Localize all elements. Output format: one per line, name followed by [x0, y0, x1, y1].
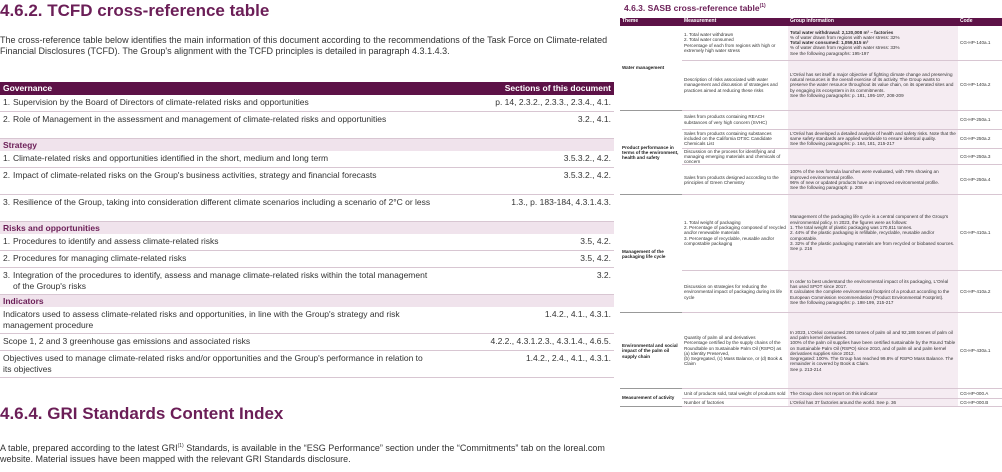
- sasb-theme: Management of the packaging life cycle: [620, 195, 682, 313]
- sasb-group-information: [788, 195, 958, 271]
- sasb-theme: Environmental and social impact of the palm oil supply chain: [620, 313, 682, 389]
- tcfd-row-description: [0, 251, 476, 268]
- sasb-table-header: [620, 18, 1002, 26]
- sasb-code: CG-HP-140a.2: [958, 60, 1002, 110]
- sasb-info-line: See the following paragraphs: p. 181, 195-197, 208-209: [790, 92, 904, 98]
- sasb-footnote-marker: (1): [759, 3, 766, 10]
- sasb-measurement-line: 2. Percentage of packaging composed of recycled and/or renewable materials: [684, 224, 786, 236]
- sasb-measurement-line: Unit of products sold, total weight of products sold: [684, 391, 786, 397]
- sasb-theme: Measurement of activity: [620, 389, 682, 407]
- sasb-group-information: [788, 110, 958, 129]
- tcfd-row-number: 1.: [3, 97, 11, 107]
- sasb-info-line: 1. The total weight of plastic packaging was 170,811 tonnes.: [790, 224, 913, 230]
- sasb-info-line: It calculates the complete environmental footprint of a product according to the European Commission recommendation (Product Environmental Footprint).: [790, 289, 950, 300]
- tcfd-row-reference: 1.4.2., 4.1., 4.3.1.: [476, 307, 614, 334]
- sasb-measurement-line: Percentage certified by the supply chains of the Roundtable on Sustainable Palm Oil (RSPO) as (a) Identity Preserved,: [684, 340, 782, 356]
- sasb-group-information: [788, 26, 958, 60]
- tcfd-row-reference: 1.4.2., 2.4., 4.1., 4.3.1.: [476, 351, 614, 378]
- sasb-theme: Water management: [620, 26, 682, 110]
- sasb-title-text: 4.6.3. SASB cross-reference table: [624, 3, 760, 13]
- tcfd-table: [0, 82, 614, 378]
- tcfd-table-row: [0, 95, 614, 112]
- sasb-info-line: % of water drawn from regions with water stress: 32%: [790, 34, 900, 40]
- gri-intro-part2: Standards, is available in the “ESG Performance” section under the “Commitments” tab on the loreal.com website. Material issues have been mapped with the relevant GRI Standards disclosure.: [0, 443, 605, 464]
- tcfd-row-text: Impact of climate-related risks on the Group's business activities, strategy and financial forecasts: [13, 170, 377, 180]
- tcfd-row-text: Supervision by the Board of Directors of climate-related risks and opportunities: [13, 97, 309, 107]
- sasb-code: CG-HP-250a.3: [958, 148, 1002, 165]
- tcfd-row-text: Resilience of the Group, taking into consideration different climate scenarios including a scenario of 2°C or less: [13, 197, 431, 207]
- sasb-info-line: See the following paragraph: p. 208: [790, 185, 863, 191]
- gri-intro: [0, 441, 614, 465]
- sasb-measurement: [682, 271, 788, 313]
- tcfd-row-description: [0, 234, 476, 251]
- sasb-measurement-line: Quantity of palm oil and derivatives: [684, 335, 756, 340]
- tcfd-section-title: 4.6.2. TCFD cross-reference table: [0, 1, 270, 20]
- tcfd-row-description: [0, 334, 476, 351]
- tcfd-row-reference: 3.5, 4.2.: [476, 251, 614, 268]
- tcfd-row-reference: 1.3., p. 183-184, 4.3.1.4.3.: [476, 195, 614, 222]
- sasb-code: CG-HP-140a.1: [958, 26, 1002, 60]
- sasb-info-line: L'Oréal has developed a detailed analysis of health and safety risks. Note that the same safety standards are applied worldwide to ensure identical quality.: [790, 130, 956, 141]
- tcfd-table-row: [0, 195, 614, 222]
- tcfd-group-row: [0, 295, 614, 308]
- tcfd-row-description: [0, 151, 476, 168]
- sasb-info-line: 96% of new or updated products have an improved environmental profile.: [790, 179, 940, 185]
- sasb-header-group-information: Group information: [788, 18, 958, 26]
- sasb-info-line: See the following paragraphs: p. 198-199, 215-217: [790, 299, 894, 305]
- sasb-info-line: See the following paragraphs: p. 164, 181, 215-217: [790, 141, 895, 147]
- tcfd-row-reference: 4.2.2., 4.3.1.2.3., 4.3.1.4., 4.6.5.: [476, 334, 614, 351]
- tcfd-table-row: [0, 351, 614, 378]
- sasb-group-information: [788, 271, 958, 313]
- tcfd-row-reference: 3.5, 4.2.: [476, 234, 614, 251]
- sasb-info-line: See p. 213-214: [790, 366, 822, 372]
- sasb-info-line: % of water drawn from regions with water stress: 33%: [790, 45, 900, 51]
- tcfd-row-description: [0, 307, 476, 334]
- tcfd-row-text: Role of Management in the assessment and management of climate-related risks and opportunities: [13, 114, 387, 124]
- sasb-measurement: [682, 389, 788, 399]
- sasb-info-line: 100% of the palm oil supplies have been certified sustainable by the Round Table on Sustainable Palm Oil (RSPO) since 2010, and of palm oil and palm kernel derivatives supplies since 2012.: [790, 340, 956, 356]
- sasb-info-line: Management of the packaging life cycle is a central component of the Group's environmental policy. In 2023, the figures were as follows:: [790, 214, 949, 225]
- tcfd-row-description: [0, 351, 476, 378]
- tcfd-row-number: 2.: [3, 170, 11, 180]
- sasb-measurement: [682, 195, 788, 271]
- tcfd-row-description: [0, 95, 476, 112]
- right-column: [620, 0, 1002, 472]
- sasb-group-information: [788, 148, 958, 165]
- sasb-info-line: Total water withdrawal: 2,120,008 m³ – factories: [790, 29, 894, 35]
- sasb-measurement: [682, 399, 788, 407]
- sasb-table: [620, 18, 1002, 407]
- tcfd-row-text: Integration of the procedures to identify, assess and manage climate-related risks within the total management of the Group's risks: [13, 270, 428, 291]
- sasb-info-line: Total water consumed: 1,059,515 m³: [790, 40, 869, 46]
- tcfd-row-description: [0, 112, 476, 139]
- sasb-header-measurement: Measurement: [682, 18, 788, 26]
- tcfd-table-row: [0, 268, 614, 295]
- sasb-code: CG-HP-000.B: [958, 399, 1002, 407]
- sasb-measurement: [682, 26, 788, 60]
- sasb-measurement-line: Number of factories: [684, 400, 725, 406]
- sasb-info-line: In order to best understand the environmental impact of its packaging, L'Oréal has used SPOT since 2017.: [790, 278, 949, 289]
- sasb-info-line: 3. 32% of the plastic packaging materials are from recycled or biobased sources.: [790, 240, 955, 246]
- sasb-table-row: [620, 26, 1002, 60]
- sasb-measurement: [682, 148, 788, 165]
- sasb-code: CG-HP-250a.4: [958, 165, 1002, 195]
- tcfd-row-reference: 3.5.3.2., 4.2.: [476, 168, 614, 195]
- tcfd-table-row: [0, 151, 614, 168]
- sasb-code: CG-HP-410a.1: [958, 195, 1002, 271]
- tcfd-row-number: 2.: [3, 253, 11, 263]
- tcfd-table-header: [0, 82, 614, 95]
- sasb-table-row: [620, 313, 1002, 389]
- sasb-header-theme: Theme: [620, 18, 682, 26]
- tcfd-row-reference: p. 14, 2.3.2., 2.3.3., 2.3.4., 4.1.: [476, 95, 614, 112]
- tcfd-table-row: [0, 251, 614, 268]
- tcfd-group-label: Strategy: [0, 139, 614, 152]
- sasb-measurement-line: (b) Segregated, (c) Mass Balance, or (d) Book & Claim: [684, 356, 783, 367]
- tcfd-row-text: Objectives used to manage climate-related risks and/or opportunities and the Group's performance in relation to its objectives: [3, 353, 423, 374]
- tcfd-group-label: Indicators: [0, 295, 614, 308]
- tcfd-table-row: [0, 112, 614, 139]
- sasb-section-title: [624, 3, 766, 13]
- tcfd-row-number: 2.: [3, 114, 11, 124]
- tcfd-intro: The cross-reference table below identifies the main information of this document according to the recommendations of the Task Force on Climate-related Financial Disclosures (TCFD). The Group's alignment with the TCFD principles is detailed in paragraph 4.3.1.4.3.: [0, 35, 608, 56]
- sasb-measurement-line: Sales from products containing REACH substances of very high concern (SVHC): [684, 114, 767, 125]
- sasb-group-information: [788, 129, 958, 148]
- gri-intro-part1: A table, prepared according to the latest GRI: [0, 443, 178, 453]
- sasb-measurement-line: Sales from products containing substances included on the California DTSC Candidate Chemicals List: [684, 130, 772, 147]
- tcfd-row-text: Scope 1, 2 and 3 greenhouse gas emissions and associated risks: [3, 336, 251, 346]
- sasb-measurement-line: 1. Total water withdrawn: [684, 32, 734, 38]
- sasb-info-line: See p. 216: [790, 246, 813, 252]
- tcfd-row-number: 1.: [3, 153, 11, 163]
- tcfd-group-row: [0, 139, 614, 152]
- sasb-group-information: [788, 313, 958, 389]
- sasb-measurement-line: Description of risks associated with water management and discussion of strategies and practices aimed at reducing these risks: [684, 77, 778, 93]
- sasb-info-line: The Group does not report on this indicator: [790, 391, 878, 397]
- sasb-info-line: 2. 44% of the plastic packaging is refillable, recyclable, reusable and/or compostable.: [790, 230, 935, 241]
- tcfd-group-label: Risks and opportunities: [0, 222, 614, 235]
- tcfd-group-row: [0, 222, 614, 235]
- tcfd-row-text: Indicators used to assess climate-related risks and opportunities, in line with the Group's strategy and risk management procedure: [3, 309, 400, 330]
- sasb-code: CG-HP-000.A: [958, 389, 1002, 399]
- tcfd-row-number: 3.: [3, 270, 11, 280]
- sasb-measurement-line: 1. Total weight of packaging: [684, 219, 741, 225]
- sasb-measurement-line: 3. Percentage of recyclable, reusable and/or compostable packaging: [684, 235, 775, 246]
- sasb-measurement: [682, 165, 788, 195]
- tcfd-row-reference: 3.2., 4.1.: [476, 112, 614, 139]
- sasb-group-information: [788, 60, 958, 110]
- sasb-measurement-line: Sales from products designed according to the principles of Green Chemistry: [684, 174, 779, 185]
- sasb-info-line: L'Oréal has 37 factories around the world. See p. 36: [790, 400, 897, 406]
- header-governance: Governance: [0, 82, 476, 95]
- tcfd-row-description: [0, 168, 476, 195]
- tcfd-row-text: Procedures for managing climate-related risks: [13, 253, 187, 263]
- tcfd-table-row: [0, 307, 614, 334]
- sasb-measurement-line: Discussion on the process for identifying and managing emerging materials and chemicals of concern: [684, 148, 781, 165]
- sasb-table-row: [620, 195, 1002, 271]
- tcfd-row-number: 1.: [3, 236, 11, 246]
- gri-footnote-marker: (1): [177, 443, 184, 449]
- tcfd-row-reference: 3.2.: [476, 268, 614, 295]
- sasb-info-line: 100% of the new formula launches were evaluated, with 79% showing an improved environmental profile.: [790, 169, 939, 180]
- tcfd-row-description: [0, 268, 476, 295]
- tcfd-row-description: [0, 195, 476, 222]
- sasb-measurement: [682, 313, 788, 389]
- sasb-info-line: Segregated: 100%. The Group has reached 99.8% of RSPO Mass Balance. The remainder is covered by Book & Claim.: [790, 356, 954, 367]
- sasb-code: CG-HP-250a.1: [958, 110, 1002, 129]
- tcfd-table-row: [0, 334, 614, 351]
- sasb-measurement-line: 2. Total water consumed: [684, 37, 734, 43]
- sasb-measurement-line: Discussion on strategies for reducing the environmental impact of packaging during its life cycle: [684, 283, 783, 300]
- sasb-code: CG-HP-250a.2: [958, 129, 1002, 148]
- sasb-header-code: Code: [958, 18, 1002, 26]
- sasb-info-line: In 2023, L'Oréal consumed 206 tonnes of palm oil and 92,186 tonnes of palm oil and palm kernel derivatives.: [790, 329, 953, 340]
- sasb-table-row: [620, 110, 1002, 129]
- tcfd-row-number: 3.: [3, 197, 11, 207]
- tcfd-table-row: [0, 168, 614, 195]
- sasb-measurement: [682, 110, 788, 129]
- sasb-group-information: [788, 399, 958, 407]
- sasb-group-information: [788, 165, 958, 195]
- sasb-theme: Product performance in terms of the environment, health and safety: [620, 110, 682, 195]
- sasb-measurement-line: Percentage of each from regions with high or extremely high water stress: [684, 42, 776, 54]
- sasb-code: CG-HP-430a.1: [958, 313, 1002, 389]
- sasb-group-information: [788, 389, 958, 399]
- sasb-measurement: [682, 60, 788, 110]
- header-sections: Sections of this document: [476, 82, 614, 95]
- tcfd-row-text: Climate-related risks and opportunities identified in the short, medium and long term: [13, 153, 329, 163]
- tcfd-row-reference: 3.5.3.2., 4.2.: [476, 151, 614, 168]
- sasb-measurement: [682, 129, 788, 148]
- sasb-info-line: See the following paragraphs: 195-197: [790, 50, 869, 56]
- sasb-code: CG-HP-410a.2: [958, 271, 1002, 313]
- gri-section-title: 4.6.4. GRI Standards Content Index: [0, 404, 284, 423]
- sasb-info-line: L'Oréal has set itself a major objective of fighting climate change and preserving natural resources in the overall exercise of its activity. The Group wants to preserve the water resource throughout its value chain, on its operated sites and by engaging its ecosystem in its commitments.: [790, 71, 954, 93]
- tcfd-table-row: [0, 234, 614, 251]
- tcfd-row-text: Procedures to identify and assess climate-related risks: [13, 236, 219, 246]
- sasb-table-row: [620, 389, 1002, 399]
